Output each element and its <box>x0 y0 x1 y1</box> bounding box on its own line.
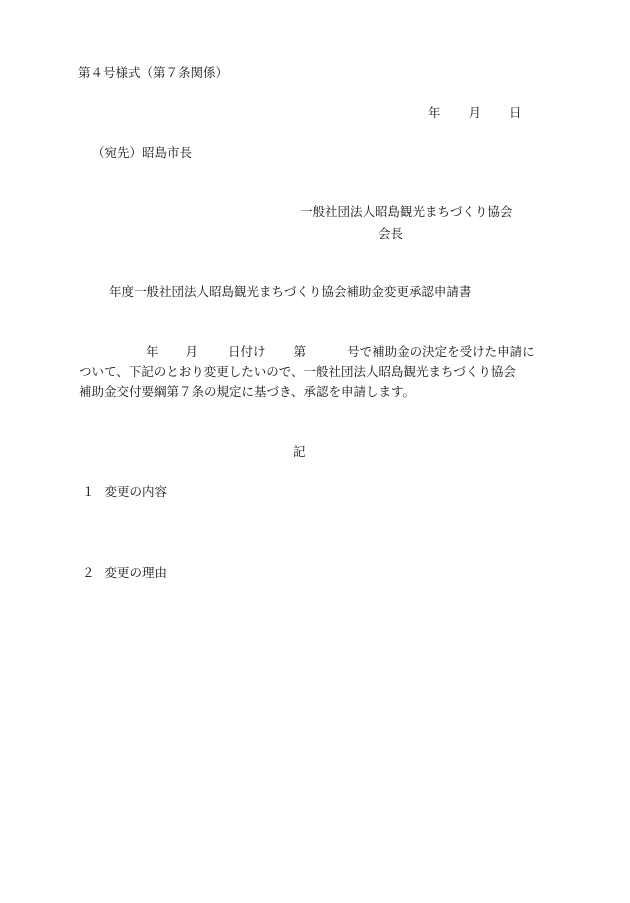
date-line <box>428 107 522 120</box>
body-year: 年 <box>146 344 159 359</box>
section-item <box>82 486 167 499</box>
document-title <box>109 286 471 299</box>
form-label: 第４号様式（第７条関係） <box>78 65 229 80</box>
date-year: 年 <box>428 105 441 120</box>
document-title-text: 一般社団法人昭島観光まちづくり協会補助金変更承認申請書 <box>134 284 472 299</box>
notice-heading: 記 <box>293 444 306 459</box>
body-month: 月 <box>185 344 199 359</box>
section-number: ２ <box>82 565 95 580</box>
section-item <box>82 567 167 580</box>
body-line-1 <box>146 346 535 359</box>
date-day: 日 <box>509 105 522 120</box>
section-label: 変更の内容 <box>104 484 168 499</box>
date-month: 月 <box>468 105 482 120</box>
body-dated: 日付け <box>228 344 266 359</box>
addressee: （宛先）昭島市長 <box>92 145 193 160</box>
applicant-title: 会長 <box>378 226 404 241</box>
body-line-3: 補助金交付要綱第７条の規定に基づき、承認を申請します。 <box>79 384 416 399</box>
body-number-prefix: 第 <box>293 344 307 359</box>
body-line-2: ついて、下記のとおり変更したいので、一般社団法人昭島観光まちづくり協会 <box>79 364 516 379</box>
document-title-prefix: 年度 <box>109 284 135 299</box>
body-line1-rest: 号で補助金の決定を受けた申請に <box>347 344 535 359</box>
section-number: １ <box>82 484 95 499</box>
applicant-organization: 一般社団法人昭島観光まちづくり協会 <box>300 204 513 219</box>
section-label: 変更の理由 <box>104 565 168 580</box>
